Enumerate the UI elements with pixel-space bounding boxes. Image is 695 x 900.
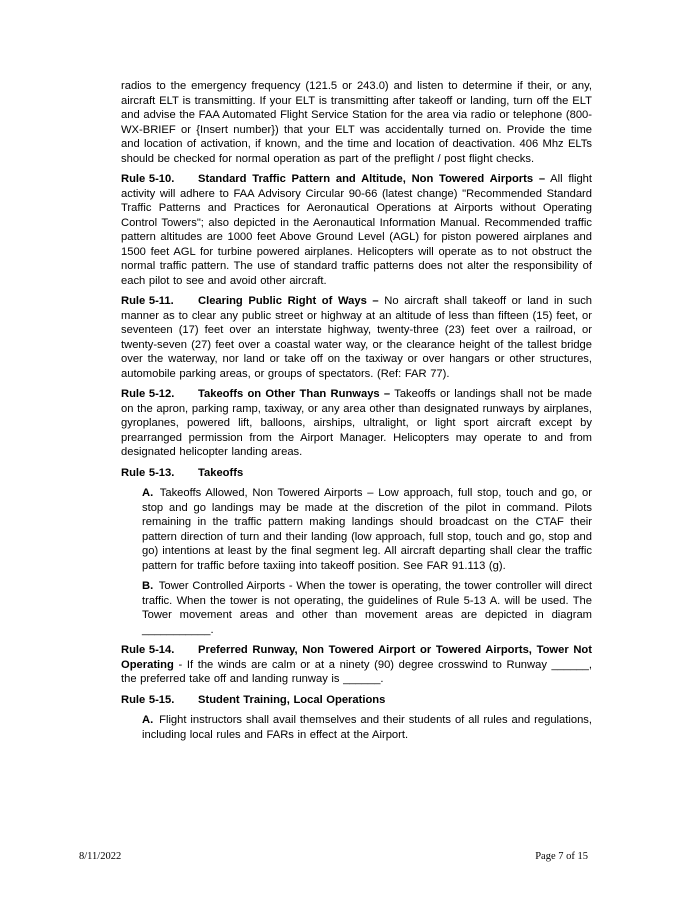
footer-date: 8/11/2022 [79,851,122,862]
sub-item-letter: A. [142,714,154,726]
rule-5-13-paragraph [121,466,592,481]
sub-item-A: A. Takeoffs Allowed, Non Towered Airports – Low approach, full stop, touch and go, or stop and go landings may be made at the discretion of the pilot in command. Pilots remaining in the traffic pattern making landings should broadcast on the CTAF their pattern direction of turn and their landing (low approach, full stop, touch and go, stop and go) intentions at least by the final segment leg. All aircraft departing shall clear the traffic pattern for traffic before taxiing into takeoff position. See FAR 91.113 (g). [142,487,592,572]
rule-title: Takeoffs on Other Than Runways – [198,388,391,400]
rule-number: Rule 5-10. [121,173,175,185]
document-content [121,79,592,742]
rule-5-14-paragraph: Rule 5-14. Preferred Runway, Non Towered Airport or Towered Airports, Tower Not Operating - If the winds are calm or at a ninety (90) degree crosswind to Runway ______, the preferred take off and landing runway is ______. [121,644,592,685]
sub-item-letter: B. [142,580,154,592]
sub-item-letter: A. [142,487,154,499]
sub-item-B: B. Tower Controlled Airports - When the tower is operating, the tower controller will direct traffic. When the tower is not operating, the guidelines of Rule 5-13 A. will be used. The Tower movement areas and other than movement areas are depicted in diagram ___________. [142,580,592,636]
rule-5-12-paragraph: Rule 5-12. Takeoffs on Other Than Runways – Takeoffs or landings shall not be made on the apron, parking ramp, taxiway, or any area other than designated runways by airplanes, gyroplanes, powered lift, balloons, airships, ultralight, or light sport aircraft except by prearranged permission from the Airport Manager. Helicopters may operate to and from designated helicopter landing areas. [121,388,592,458]
rule-number: Rule 5-12. [121,388,175,400]
sub-item-A: A. Flight instructors shall avail themselves and their students of all rules and regulations, including local rules and FARs in effect at the Airport. [142,714,592,741]
rule-number: Rule 5-11. [121,295,174,307]
rule-title: Clearing Public Right of Ways – [198,295,379,307]
rule-title: Standard Traffic Pattern and Altitude, Non Towered Airports – [198,173,546,185]
rule-5-15-paragraph [121,693,592,708]
body-paragraph: radios to the emergency frequency (121.5 or 243.0) and listen to determine if their, or any, aircraft ELT is transmitting. If your ELT is transmitting after takeoff or landing, turn off the ELT and advise the FAA Automated Flight Service Station for the area via radio or telephone (800-WX-BRIEF or {Insert number}) that your ELT was accidentally turned on. Provide the time and location of activation, if known, and the time and location of deactivation. 406 Mhz ELTs should be checked for normal operation as part of the preflight / post flight checks. [121,80,592,165]
rule-title: Takeoffs [198,466,244,479]
footer-page-number: Page 7 of 15 [535,851,588,862]
rule-title: Preferred Runway, Non Towered Airport or Towered Airports, Tower Not Operating [121,644,592,671]
rule-number: Rule 5-14. [121,644,175,656]
rule-5-11-paragraph: Rule 5-11. Clearing Public Right of Ways – No aircraft shall takeoff or land in such manner as to clear any public street or highway at an altitude of less than fifteen (15) feet, or seventeen (17) feet over an interstate highway, twenty-three (23) feet over a railroad, or twenty-seven (27) feet over a coastal water way, or the clearance height of the tallest bridge over the waterway, nor land or take off on the taxiway or over hangars or other structures, automobile parking areas, or groups of spectators. (Ref: FAR 77). [121,295,593,380]
rule-title: Student Training, Local Operations [198,693,386,706]
rule-5-10-paragraph: Rule 5-10. Standard Traffic Pattern and Altitude, Non Towered Airports – All flight activity will adhere to FAA Advisory Circular 90-66 (latest change) "Recommended Standard Traffic Patterns and Practices for Aeronautical Operations at Airports without Operating Control Towers"; also depicted in the Aeronautical Information Manual. Recommended traffic pattern altitudes are 1000 feet Above Ground Level (AGL) for piston powered airplanes and 1500 feet AGL for turbine powered airplanes. Helicopters will operate as to not obstruct the normal traffic pattern. The use of standard traffic patterns does not alter the responsibility of each pilot to see and avoid other aircraft. [121,173,592,287]
rule-number: Rule 5-13. [121,466,175,479]
rule-number: Rule 5-15. [121,693,175,706]
